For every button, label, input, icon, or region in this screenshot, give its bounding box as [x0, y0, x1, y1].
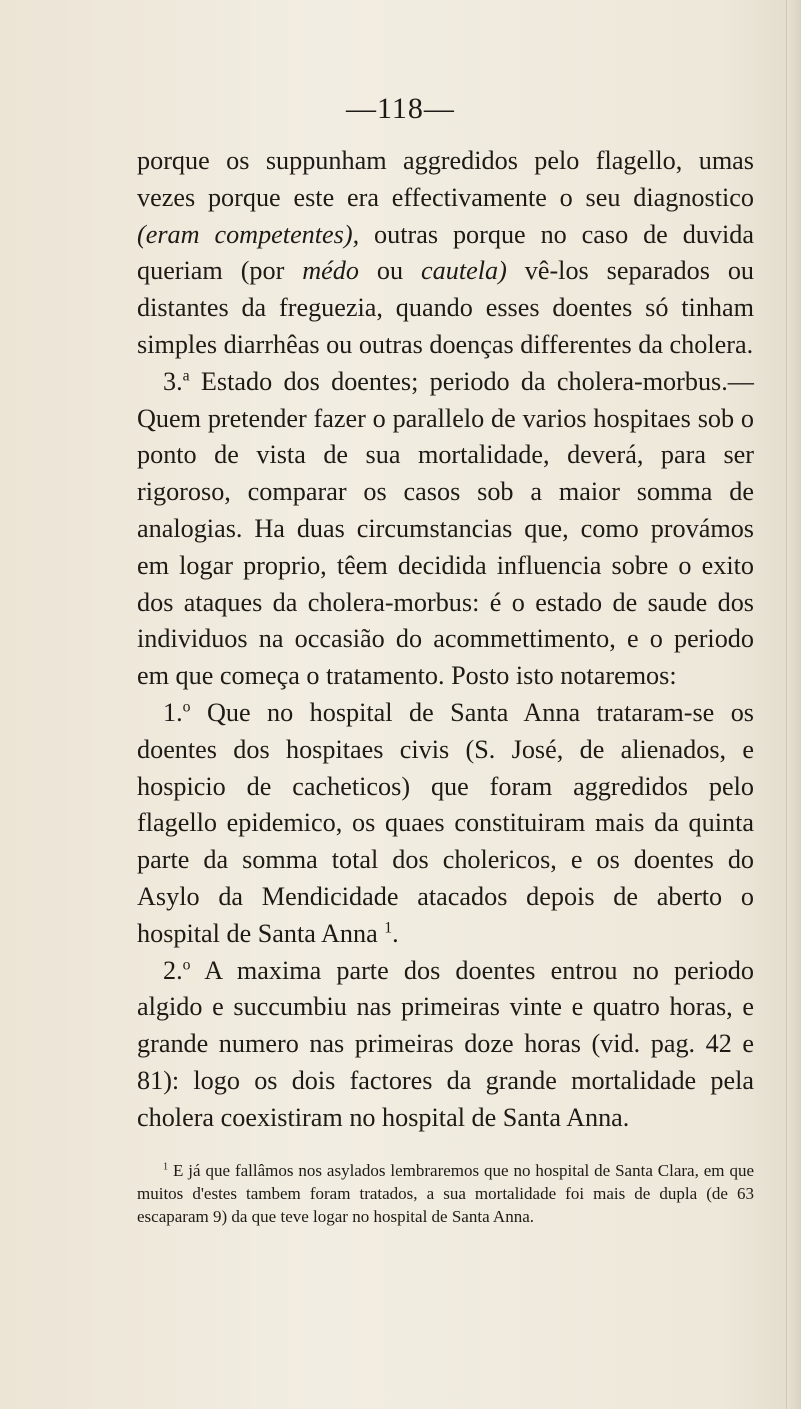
text-run: .	[392, 918, 399, 948]
italic-run: (eram competentes),	[137, 219, 360, 249]
italic-run: cautela)	[421, 256, 507, 286]
text-run: ou	[359, 256, 422, 286]
text-run: 2.	[163, 955, 183, 985]
paragraph-4	[137, 953, 754, 1137]
paragraph-2	[137, 364, 754, 695]
text-run: vê-los separados ou distantes da freguezia, quando esses doentes só tinham simples diarrhêas ou outras doenças differentes da cholera.	[137, 256, 754, 359]
page-number: —118—	[346, 92, 455, 125]
text-run: porque os suppunham aggredidos pelo flagello, umas vezes porque este era effectivamente o seu diagnostico	[137, 146, 754, 212]
paragraph-1	[137, 143, 754, 364]
text-run: Estado dos doentes; periodo da cholera-morbus.— Quem pretender fazer o parallelo de varios hospitaes sob o ponto de vista de sua mortalidade, deverá, para ser rigoroso, comparar os casos sob a maior somma de analogias. Ha duas circumstancias que, como provámos em logar proprio, têem decidida influencia sobre o exito dos ataques da cholera-morbus: é o estado de saude dos individuos na occasião do acommettimento, e o periodo em que começa o tratamento. Posto isto notaremos:	[137, 366, 754, 691]
page-edge	[786, 0, 801, 1409]
superscript-run: o	[182, 955, 191, 973]
superscript-run: 1	[384, 919, 393, 936]
text-run: 3.	[163, 366, 183, 396]
body-text	[137, 143, 754, 1137]
superscript-run: o	[182, 698, 191, 716]
footnotes	[137, 1160, 754, 1228]
footnote-1	[137, 1160, 754, 1228]
text-run: 1.	[163, 697, 183, 727]
text-run: A maxima parte dos doentes entrou no periodo algido e succumbiu nas primeiras vinte e quatro horas, e grande numero nas primeiras doze horas (vid. pag. 42 e 81): logo os dois factores da grande mortalidade pela cholera coexistiram no hospital de Santa Anna.	[137, 955, 754, 1132]
text-run: Que no hospital de Santa Anna trataram-se os doentes dos hospitaes civis (S. José, de alienados, e hospicio de cacheticos) que foram aggredidos pelo flagello epidemico, os quaes constituiram mais da quinta parte da somma total dos cholericos, e os doentes do Asylo da Mendicidade atacados depois de aberto o hospital de Santa Anna	[137, 697, 754, 948]
paragraph-3	[137, 695, 754, 953]
superscript-run: 1	[163, 1161, 169, 1173]
text-run: E já que fallâmos nos asylados lembraremos que no hospital de Santa Clara, em que muitos d'estes tambem foram tratados, a sua mortalidade foi mais de dupla (de 63 escaparam 9) da que teve logar no hospital de Santa Anna.	[137, 1161, 754, 1226]
text-run: outras porque no caso de duvida queriam (por	[137, 219, 754, 286]
italic-run: médo	[302, 256, 359, 286]
superscript-run: a	[182, 367, 190, 385]
